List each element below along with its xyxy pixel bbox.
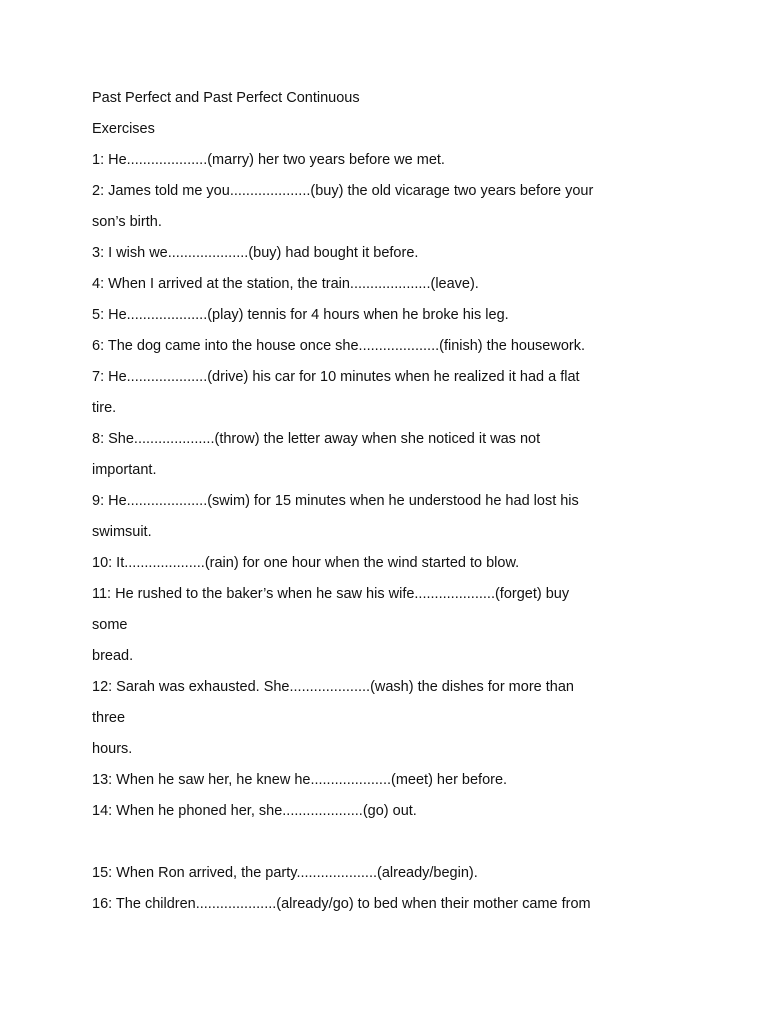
exercise-line-continuation: hours. xyxy=(92,741,133,757)
exercise-line: 14: When he phoned her, she....................(go) out. xyxy=(92,803,417,819)
exercise-line: 6: The dog came into the house once she....................(finish) the housework. xyxy=(92,338,585,354)
exercise-line-continuation: important. xyxy=(92,462,157,478)
exercise-line: 8: She....................(throw) the letter away when she noticed it was not xyxy=(92,431,541,447)
exercise-line: 13: When he saw her, he knew he....................(meet) her before. xyxy=(92,772,508,788)
exercise-line: 9: He....................(swim) for 15 minutes when he understood he had lost his xyxy=(92,493,579,509)
exercise-line: 16: The children....................(already/go) to bed when their mother came from xyxy=(92,896,591,912)
exercise-line: 10: It....................(rain) for one hour when the wind started to blow. xyxy=(92,555,520,571)
exercise-line: 7: He....................(drive) his car for 10 minutes when he realized it had a flat xyxy=(92,369,580,385)
exercise-line: 1: He....................(marry) her two years before we met. xyxy=(92,152,445,168)
document-subtitle: Exercises xyxy=(92,121,155,137)
exercise-line-continuation: some xyxy=(92,617,128,633)
exercise-line-continuation: swimsuit. xyxy=(92,524,152,540)
exercise-line-continuation: son’s birth. xyxy=(92,214,162,230)
exercise-line: 4: When I arrived at the station, the train....................(leave). xyxy=(92,276,479,292)
blank-line xyxy=(92,827,692,858)
exercise-line-continuation: bread. xyxy=(92,648,134,664)
exercise-line: 15: When Ron arrived, the party....................(already/begin). xyxy=(92,865,478,881)
exercise-line: 5: He....................(play) tennis for 4 hours when he broke his leg. xyxy=(92,307,509,323)
exercise-line-continuation: tire. xyxy=(92,400,117,416)
exercise-line: 2: James told me you....................(buy) the old vicarage two years before your xyxy=(92,183,594,199)
document-title: Past Perfect and Past Perfect Continuous xyxy=(92,90,360,106)
document-body xyxy=(92,83,692,920)
exercise-line: 11: He rushed to the baker’s when he saw his wife....................(forget) buy xyxy=(92,586,570,602)
exercise-line-continuation: three xyxy=(92,710,126,726)
exercise-line: 3: I wish we....................(buy) had bought it before. xyxy=(92,245,419,261)
exercise-line: 12: Sarah was exhausted. She....................(wash) the dishes for more than xyxy=(92,679,574,695)
